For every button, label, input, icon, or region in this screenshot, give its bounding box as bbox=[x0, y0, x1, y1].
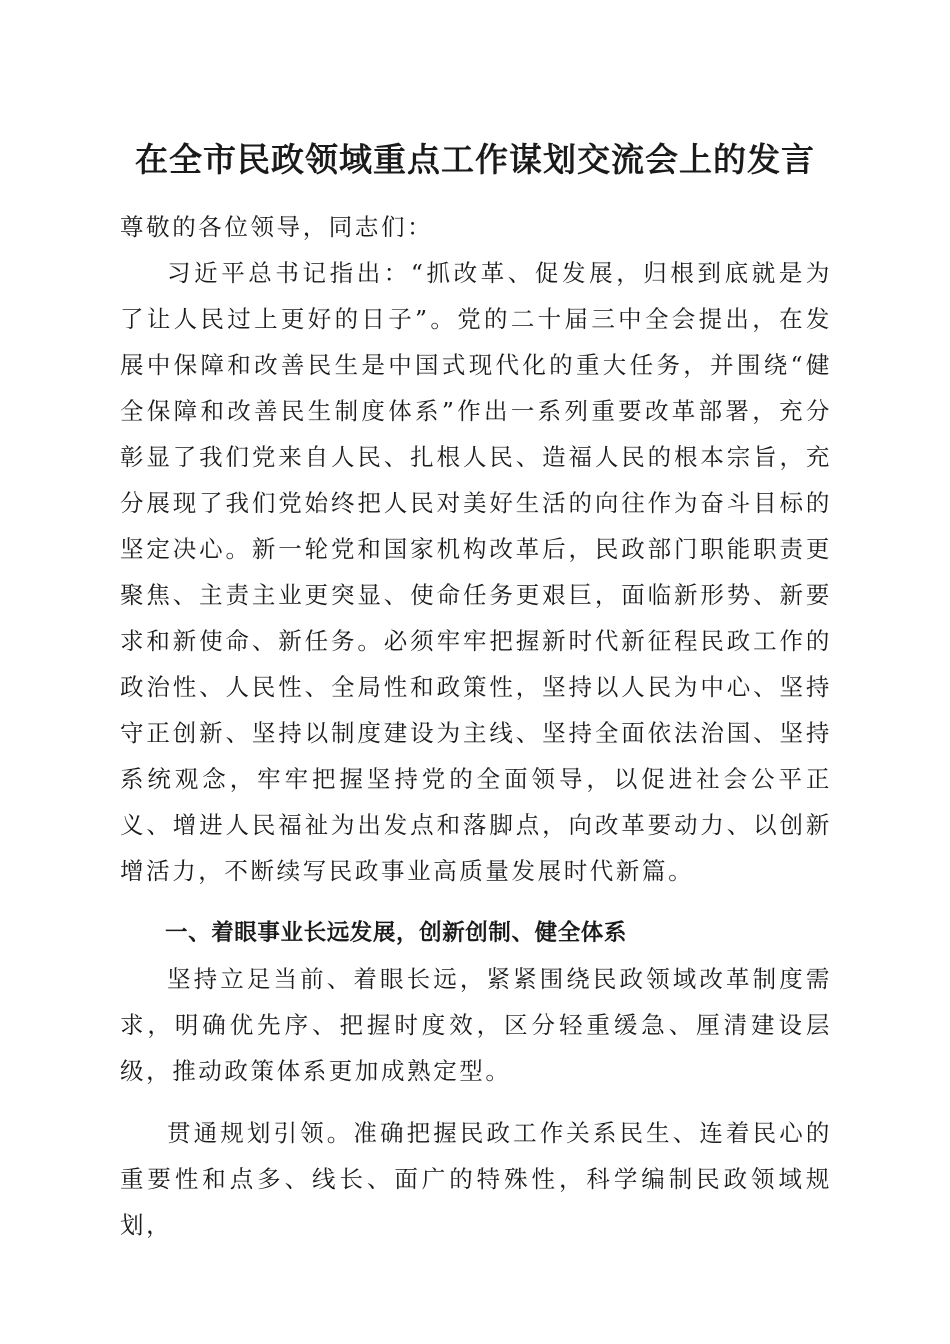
section-heading: 一、着眼事业长远发展，创新创制、健全体系 bbox=[165, 920, 628, 946]
document-title: 在全市民政领域重点工作谋划交流会上的发言 bbox=[135, 140, 815, 179]
salutation: 尊敬的各位领导，同志们： bbox=[120, 213, 434, 241]
section-paragraph: 坚持立足当前、着眼长远，紧紧围绕民政领域改革制度需求，明确优先序、把握时度效，区分轻重缓急、厘清建设层级，推动政策体系更加成熟定型。 bbox=[120, 965, 832, 1085]
document-body bbox=[120, 204, 832, 1248]
intro-paragraph: 习近平总书记指出：“抓改革、促发展，归根到底就是为了让人民过上更好的日子”。党的二十届三中全会提出，在发展中保障和改善民生是中国式现代化的重大任务，并围绕“健全保障和改善民生制度体系”作出一系列重要改革部署，充分彰显了我们党来自人民、扎根人民、造福人民的根本宗旨，充分展现了我们党始终把人民对美好生活的向往作为奋斗目标的坚定决心。新一轮党和国家机构改革后，民政部门职能职责更聚焦、主责主业更突显、使命任务更艰巨，面临新形势、新要求和新使命、新任务。必须牢牢把握新时代新征程民政工作的政治性、人民性、全局性和政策性，坚持以人民为中心、坚持守正创新、坚持以制度建设为主线、坚持全面依法治国、坚持系统观念，牢牢把握坚持党的全面领导，以促进社会公平正义、增进人民福祉为出发点和落脚点，向改革要动力、以创新增活力，不断续写民政事业高质量发展时代新篇。 bbox=[120, 259, 832, 885]
sub-paragraph: 贯通规划引领。准确把握民政工作关系民生、连着民心的重要性和点多、线长、面广的特殊性，科学编制民政领域规划， bbox=[120, 1119, 832, 1239]
